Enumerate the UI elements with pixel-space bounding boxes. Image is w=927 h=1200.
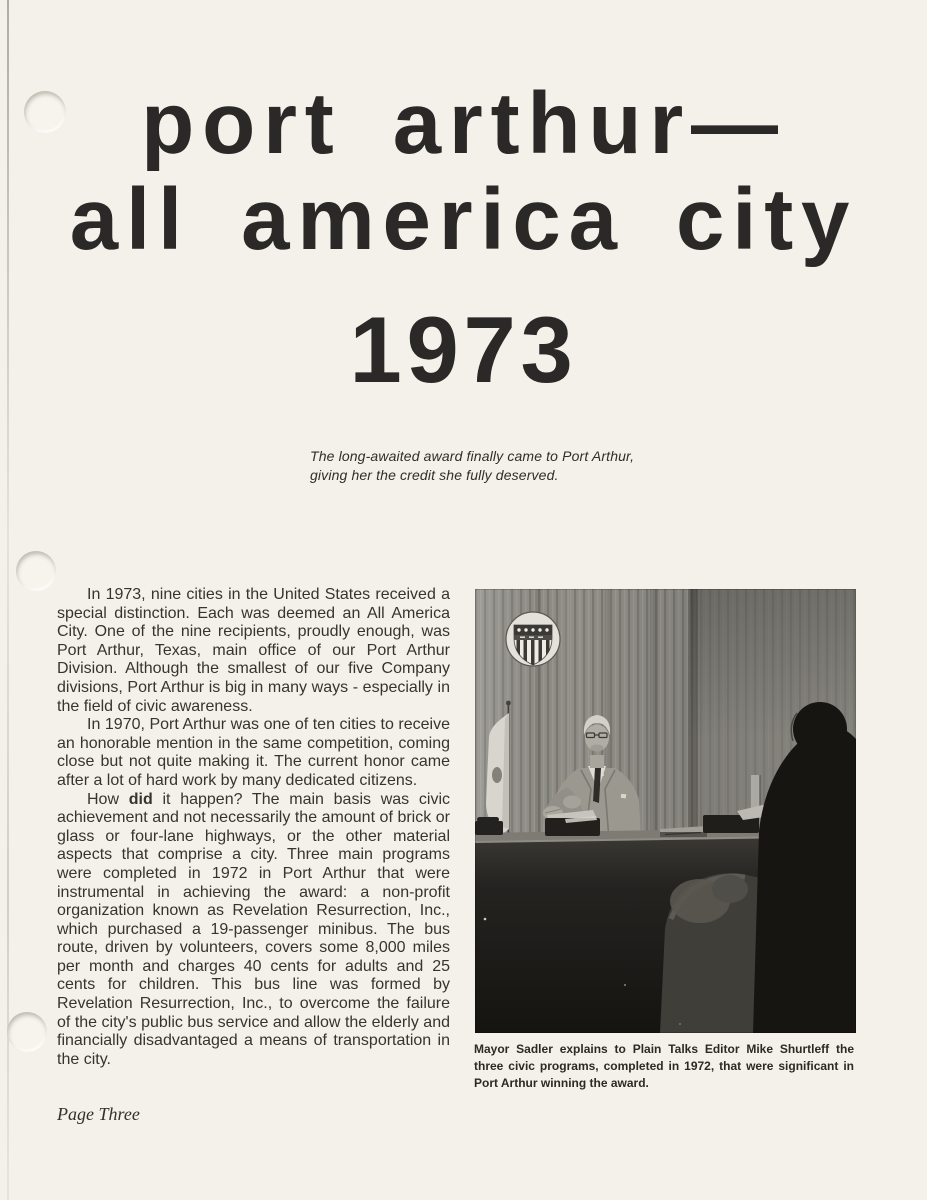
paragraph-3-lead: How — [87, 790, 129, 808]
award-photo-illustration — [475, 589, 856, 1033]
headline-line-1: port arthur— — [141, 75, 786, 172]
punch-hole-bottom — [7, 1012, 47, 1052]
paragraph-3-emphasis: did — [128, 790, 153, 808]
punch-hole-middle — [16, 551, 56, 591]
article-paragraph-1: In 1973, nine cities in the United States received a special distinction. Each was deemed an All America City. One of the nine recipients, proudly enough, was Port Arthur, Texas, main office of our Port Arthur Division. Although the smallest of our five Company divisions, Port Arthur is big in many ways - especially in the field of civic awareness. — [57, 586, 450, 715]
headline — [0, 75, 927, 402]
headline-line-2: all america city — [69, 171, 858, 268]
paragraph-3-rest: it happen? The main basis was civic achievement and not necessarily the amount of brick or glass or four-lane highways, or the other material aspects that comprise a city. Three main programs were completed in 1972 in Port Arthur that were instrumental in achieving the award: a non-profit organization known as Revelation Resurrection, Inc., which purchased a 19-passenger minibus. The bus route, driven by volunteers, covers some 8,000 miles per month and charges 40 cents for adults and 25 cents for children. This bus line was formed by Revelation Resurrection, Inc., to overcome the failure of the city's public bus service and allow the elderly and financially disadvantaged a means of transportation in the city. — [57, 790, 451, 1068]
photo-caption: Mayor Sadler explains to Plain Talks Editor Mike Shurtleff the three civic programs, completed in 1972, that were significant in Port Arthur winning the award. — [474, 1042, 854, 1090]
article-paragraph-2: In 1970, Port Arthur was one of ten cities to receive an honorable mention in the same competition, coming close but not quite making it. The current honor came after a lot of hard work by many dedicated citizens. — [57, 716, 450, 789]
subtitle — [310, 447, 634, 484]
subtitle-line-1: The long-awaited award finally came to Port Arthur, — [310, 448, 635, 464]
award-photo — [475, 589, 856, 1033]
article-body — [57, 586, 450, 1069]
page-number: Page Three — [57, 1104, 140, 1124]
subtitle-line-2: giving her the credit she fully deserved. — [310, 466, 559, 483]
headline-line-3: 1973 — [349, 297, 578, 402]
article-paragraph-3 — [57, 791, 450, 1070]
